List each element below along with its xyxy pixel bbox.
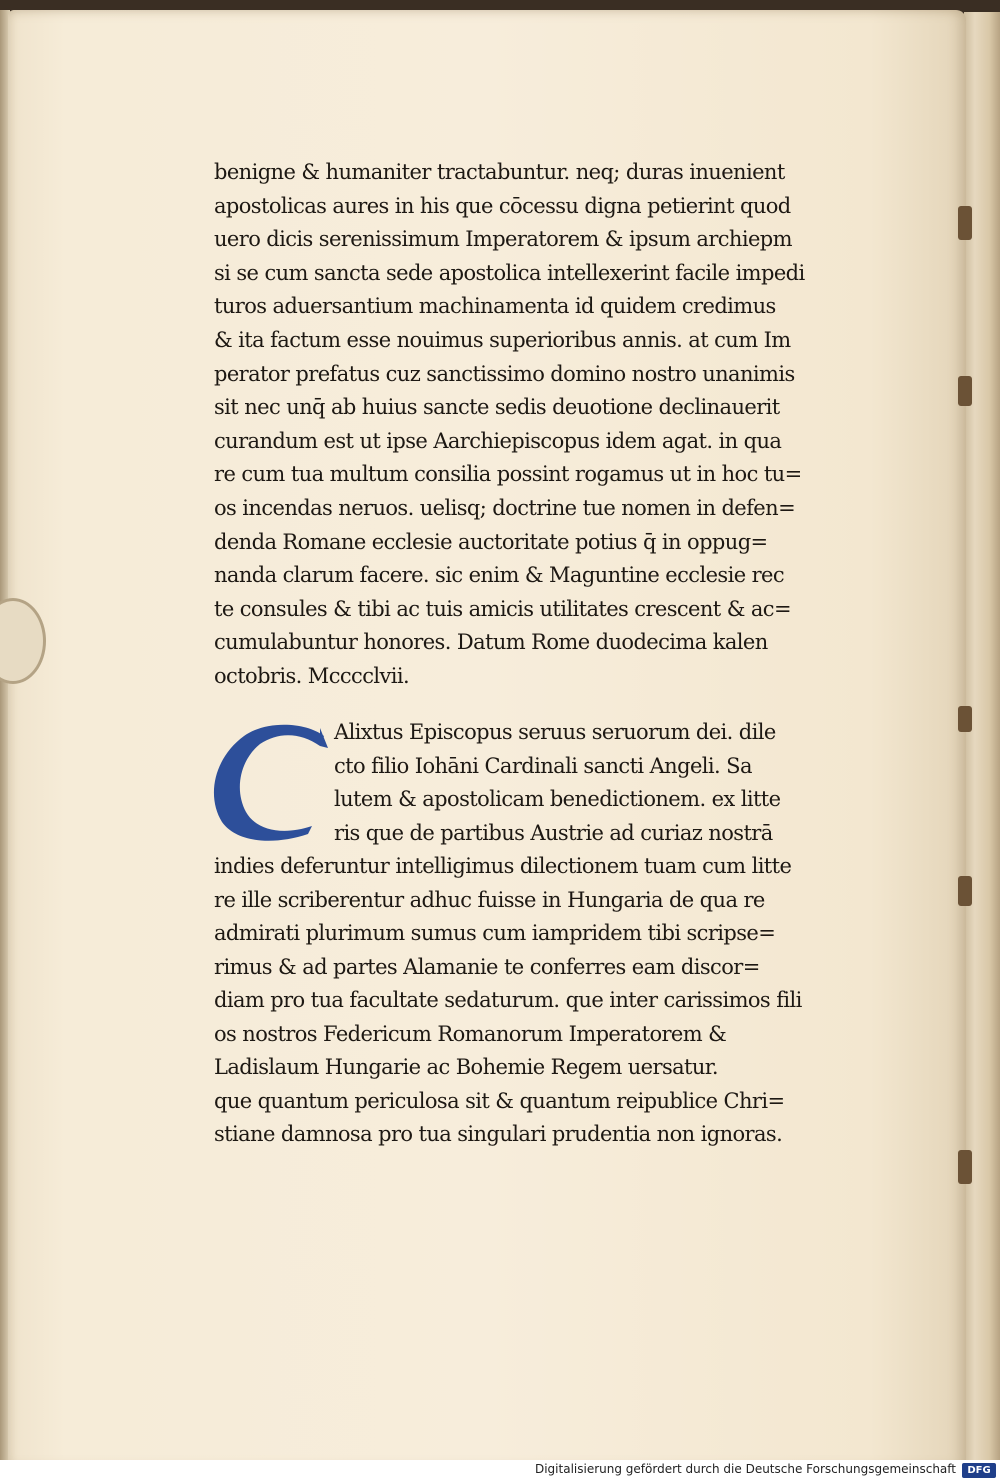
paragraph-1 — [214, 156, 834, 694]
text-line: benigne & humaniter tractabuntur. neq; duras inuenient — [214, 160, 785, 184]
text-line: nanda clarum facere. sic enim & Maguntine ecclesie rec — [214, 563, 785, 588]
binding-tab-4 — [958, 876, 972, 906]
text-line: cto filio Iohāni Cardinali sancti Angeli. Sa — [334, 753, 752, 778]
text-line: si se cum sancta sede apostolica intellexerint facile impedi — [214, 260, 805, 285]
text-line: que quantum periculosa sit & quantum reipublice Chri= — [214, 1088, 785, 1113]
text-line: Ladislaum Hungarie ac Bohemie Regem uersatur. — [214, 1055, 719, 1079]
binding-tab-2 — [958, 376, 972, 406]
dfg-logo-icon: DFG — [962, 1463, 996, 1478]
text-line: re ille scriberentur adhuc fuisse in Hungaria de qua re — [214, 887, 765, 912]
text-line: admirati plurimum sumus cum iampridem tibi scripse= — [214, 921, 776, 945]
text-line: ris que de partibus Austrie ad curiaz nostrā — [334, 820, 773, 845]
text-line: os nostros Federicum Romanorum Imperatorem & — [214, 1021, 727, 1046]
paragraph-2 — [214, 716, 834, 1152]
binding-tab-3 — [958, 706, 972, 732]
text-line: uero dicis serenissimum Imperatorem & ipsum archiepm — [214, 227, 792, 252]
text-line: indies deferuntur intelligimus dilectionem tuam cum litte — [214, 854, 792, 878]
text-line: denda Romane ecclesie auctoritate potius q̄ in oppug= — [214, 529, 768, 554]
text-line: curandum est ut ipse Aarchiepiscopus idem agat. in qua — [214, 428, 782, 453]
funding-credit: Digitalisierung gefördert durch die Deutsche Forschungsgemeinschaft — [534, 1462, 956, 1476]
text-line: diam pro tua facultate sedaturum. que inter carissimos fili — [214, 988, 802, 1012]
text-line: sit nec unq̄ ab huius sancte sedis deuotione declinauerit — [214, 395, 780, 420]
footer-bar — [0, 1460, 1000, 1483]
binding-tab-5 — [958, 1150, 972, 1184]
text-line: lutem & apostolicam benedictionem. ex litte — [334, 787, 781, 811]
text-line: re cum tua multum consilia possint rogamus ut in hoc tu= — [214, 462, 802, 487]
binding-tab-1 — [958, 206, 972, 240]
text-line: te consules & tibi ac tuis amicis utilitates crescent & ac= — [214, 596, 791, 621]
text-line: & ita factum esse nouimus superioribus annis. at cum Im — [214, 327, 791, 352]
text-line: turos aduersantium machinamenta id quidem credimus — [214, 294, 776, 319]
text-line: os incendas neruos. uelisq; doctrine tue nomen in defen= — [214, 495, 796, 520]
text-line: cumulabuntur honores. Datum Rome duodecima kalen — [214, 630, 768, 655]
text-line: octobris. Mcccclvii. — [214, 663, 410, 688]
text-line: apostolicas aures in his que cōcessu digna petierint quod — [214, 193, 791, 218]
text-line: Alixtus Episcopus seruus seruorum dei. dile — [334, 720, 776, 744]
text-line: rimus & ad partes Alamanie te conferres eam discor= — [214, 954, 760, 979]
text-line: stiane damnosa pro tua singulari prudentia non ignoras. — [214, 1122, 783, 1146]
text-line: perator prefatus cuz sanctissimo domino nostro unanimis — [214, 361, 795, 386]
svg-text:C: C — [196, 718, 197, 719]
